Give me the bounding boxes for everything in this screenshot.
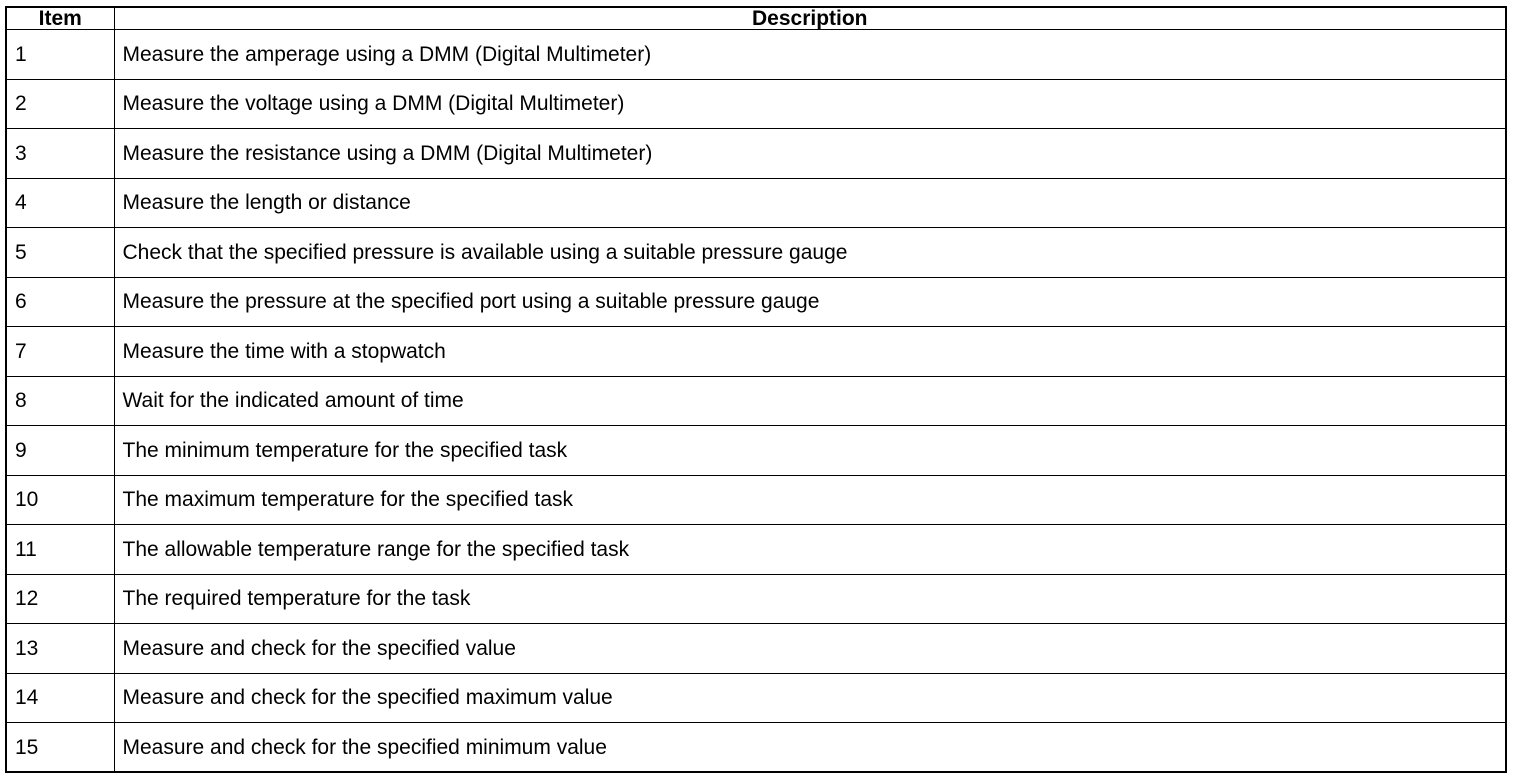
- table-row: [7, 624, 1505, 674]
- header-description: Description: [114, 8, 1505, 30]
- cell-description: Measure the amperage using a DMM (Digital Multimeter): [114, 30, 1505, 80]
- table-row: [7, 475, 1505, 525]
- cell-item: 2: [7, 79, 114, 129]
- table-row: [7, 79, 1505, 129]
- cell-description: Check that the specified pressure is available using a suitable pressure gauge: [114, 228, 1505, 278]
- item-description-table-container: [5, 6, 1507, 773]
- table-row: [7, 525, 1505, 575]
- cell-description: Measure the length or distance: [114, 178, 1505, 228]
- table-row: [7, 723, 1505, 772]
- table-row: [7, 327, 1505, 377]
- cell-item: 9: [7, 426, 114, 476]
- cell-description: Measure the time with a stopwatch: [114, 327, 1505, 377]
- cell-description: Measure the pressure at the specified port using a suitable pressure gauge: [114, 277, 1505, 327]
- cell-description: The allowable temperature range for the specified task: [114, 525, 1505, 575]
- cell-item: 10: [7, 475, 114, 525]
- cell-item: 6: [7, 277, 114, 327]
- table-row: [7, 277, 1505, 327]
- cell-description: Measure and check for the specified maximum value: [114, 673, 1505, 723]
- cell-item: 14: [7, 673, 114, 723]
- cell-item: 11: [7, 525, 114, 575]
- cell-description: The maximum temperature for the specified task: [114, 475, 1505, 525]
- item-description-table: [7, 8, 1505, 771]
- cell-description: Wait for the indicated amount of time: [114, 376, 1505, 426]
- cell-description: Measure the voltage using a DMM (Digital Multimeter): [114, 79, 1505, 129]
- table-row: [7, 30, 1505, 80]
- table-row: [7, 228, 1505, 278]
- table-header-row: [7, 8, 1505, 30]
- cell-description: Measure and check for the specified minimum value: [114, 723, 1505, 772]
- cell-description: Measure the resistance using a DMM (Digital Multimeter): [114, 129, 1505, 179]
- table-row: [7, 673, 1505, 723]
- table-row: [7, 129, 1505, 179]
- table-row: [7, 426, 1505, 476]
- cell-item: 8: [7, 376, 114, 426]
- cell-item: 3: [7, 129, 114, 179]
- table-row: [7, 376, 1505, 426]
- table-row: [7, 574, 1505, 624]
- cell-item: 5: [7, 228, 114, 278]
- cell-item: 12: [7, 574, 114, 624]
- cell-description: Measure and check for the specified value: [114, 624, 1505, 674]
- header-item: Item: [7, 8, 114, 30]
- cell-item: 4: [7, 178, 114, 228]
- cell-description: The required temperature for the task: [114, 574, 1505, 624]
- cell-item: 15: [7, 723, 114, 772]
- cell-item: 13: [7, 624, 114, 674]
- cell-item: 7: [7, 327, 114, 377]
- cell-item: 1: [7, 30, 114, 80]
- cell-description: The minimum temperature for the specified task: [114, 426, 1505, 476]
- table-row: [7, 178, 1505, 228]
